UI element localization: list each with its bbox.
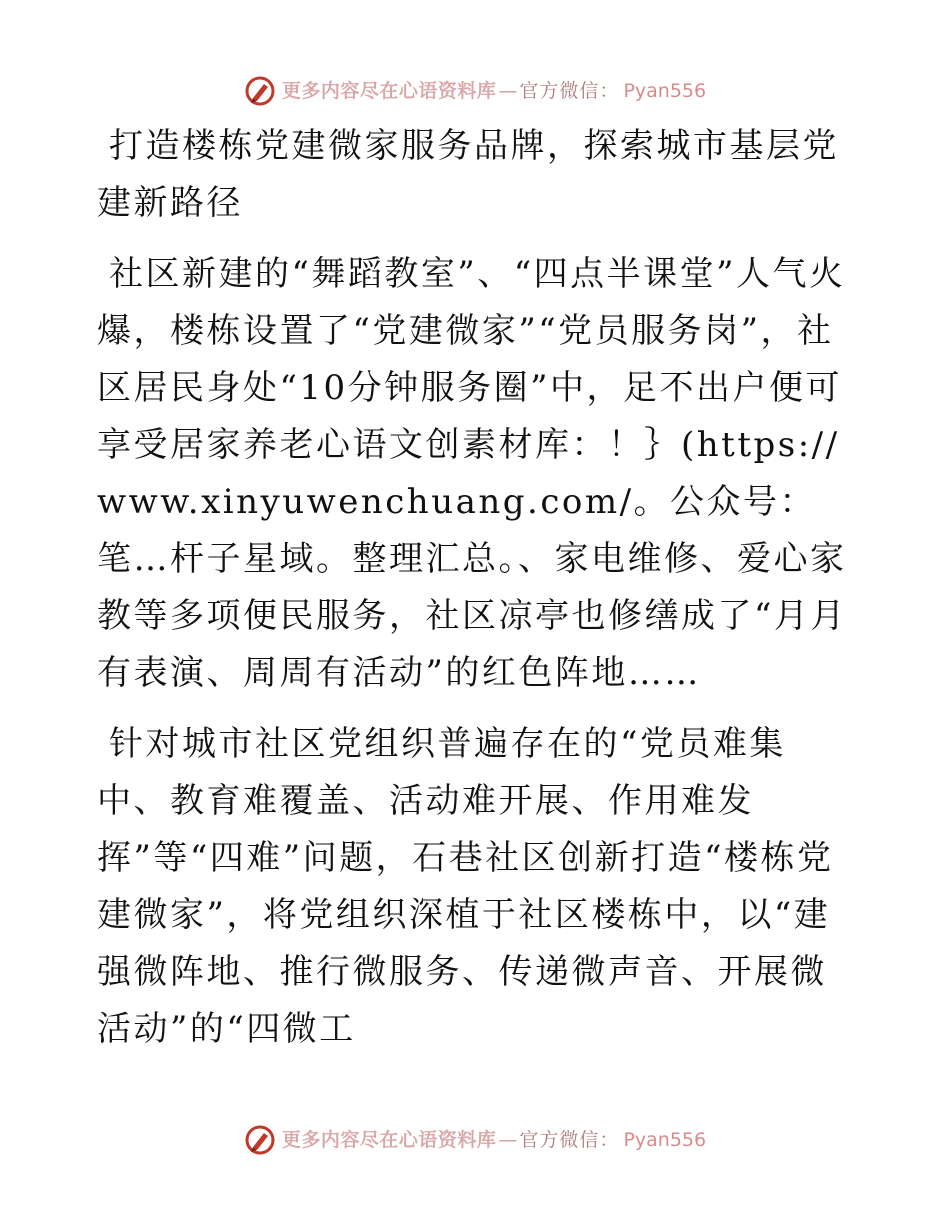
- paragraph-2: 针对城市社区党组织普遍存在的“党员难集中、教育难覆盖、活动难开展、作用难发挥”等“四难”问题，石巷社区创新打造“楼栋党建微家”，将党组织深植于社区楼栋中，以“建强微阵地、推行微服务、传递微声音、开展微活动”的“四微工: [97, 724, 834, 1049]
- document-body: [97, 118, 857, 1072]
- banner-wechat-label: 官方微信：: [519, 80, 620, 102]
- footer-watermark-banner: [0, 1120, 950, 1160]
- banner-main-text: 更多内容尽在心语资料库: [281, 80, 497, 102]
- paragraph-1: 社区新建的“舞蹈教室”、“四点半课堂”人气火爆，楼栋设置了“党建微家”“党员服务岗”，社区居民身处“10分钟服务圈”中，足不出户便可享受居家养老心语文创素材库：！｝(https://www.xinyuwenchuang.com/。公众号：笔…杆子星域。整理汇总。、家电维修、爱心家教等多项便民服务，社区凉亭也修缮成了“月月有表演、周周有活动”的红色阵地……: [97, 254, 847, 693]
- banner-separator: —: [498, 80, 518, 102]
- document-title: 打造楼栋党建微家服务品牌，探索城市基层党建新路径: [97, 126, 839, 223]
- banner-main-text: 更多内容尽在心语资料库: [281, 1129, 497, 1151]
- banner-separator: —: [498, 1129, 518, 1151]
- banner-wechat-label: 官方微信：: [519, 1129, 620, 1151]
- header-watermark-banner: [0, 71, 950, 111]
- banner-wechat-id: Pyan556: [623, 1129, 707, 1151]
- pen-logo-icon: [244, 75, 276, 107]
- banner-wechat-id: Pyan556: [623, 80, 707, 102]
- pen-logo-icon: [244, 1124, 276, 1156]
